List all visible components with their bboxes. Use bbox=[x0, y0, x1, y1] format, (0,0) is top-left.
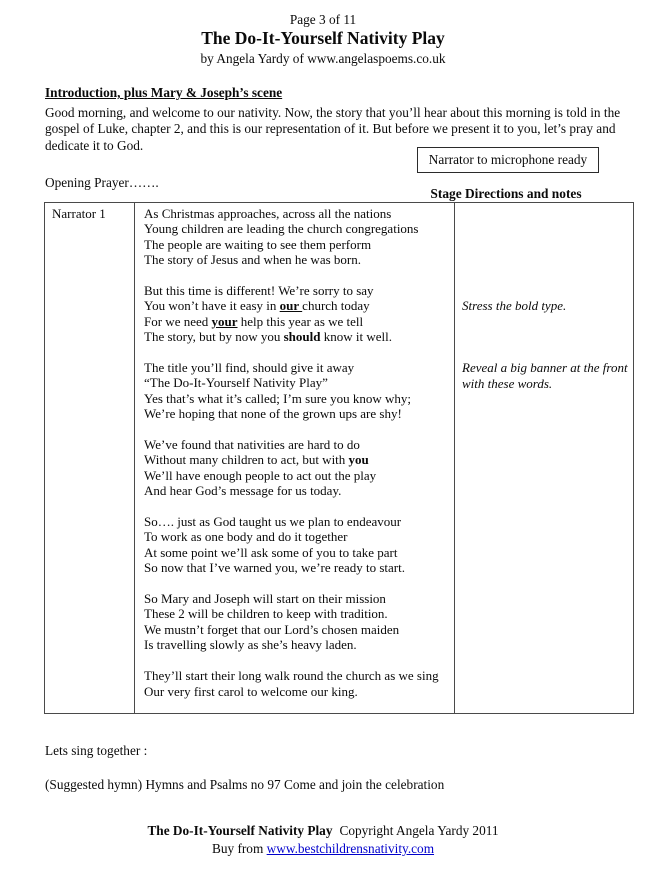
verse-line: Is travelling slowly as she’s heavy laden. bbox=[144, 637, 357, 653]
verse-spacer bbox=[144, 268, 450, 283]
verse-line: The story of Jesus and when he was born. bbox=[144, 252, 361, 268]
verse-line: At some point we’ll ask some of you to take part bbox=[144, 544, 398, 560]
verse-line: You won’t have it easy in our church today bbox=[144, 298, 370, 314]
verse-cell bbox=[135, 203, 455, 714]
verse-line: For we need your help this year as we tell bbox=[144, 313, 364, 329]
notes-cell bbox=[455, 203, 634, 714]
verse-line: And hear God’s message for us today. bbox=[144, 483, 342, 499]
verse-line: So now that I’ve warned you, we’re ready to start. bbox=[144, 560, 405, 576]
verse-spacer bbox=[144, 345, 450, 360]
verse-line: The people are waiting to see them perform bbox=[144, 236, 372, 252]
verse-line: So…. just as God taught us we plan to endeavour bbox=[144, 514, 402, 530]
opening-prayer: Opening Prayer……. bbox=[45, 175, 159, 190]
verse-line: Young children are leading the church congregations bbox=[144, 221, 419, 237]
document-title: The Do-It-Yourself Nativity Play bbox=[201, 28, 445, 48]
suggested-hymn-text: (Suggested hymn) Hymns and Psalms no 97 Come and join the celebration bbox=[45, 777, 445, 792]
footer-title: The Do-It-Yourself Nativity Play bbox=[147, 823, 333, 838]
verse-line: We’re hoping that none of the grown ups are shy! bbox=[144, 406, 402, 422]
verse-line: The title you’ll find, should give it away bbox=[144, 360, 355, 376]
verse-line: We mustn’t forget that our Lord’s chosen maiden bbox=[144, 621, 400, 637]
intro-paragraph: Good morning, and welcome to our nativity. Now, the story that you’ll hear about this morning is told in the gospel of Luke, chapter 2, and this is our representation of it. But before we present it to you, let’s pray and dedicate it to God. bbox=[45, 105, 621, 153]
callout-box bbox=[417, 147, 599, 173]
verse-line: But this time is different! We’re sorry to say bbox=[144, 283, 374, 299]
verse-spacer bbox=[144, 576, 450, 591]
stage-directions-header: Stage Directions and notes bbox=[430, 186, 582, 201]
verse-line: We’ll have enough people to act out the play bbox=[144, 467, 377, 483]
footer-buy-line bbox=[0, 841, 646, 857]
verse-spacer bbox=[144, 653, 450, 668]
script-table bbox=[44, 202, 634, 714]
buy-link[interactable]: www.bestchildrensnativity.com bbox=[266, 841, 435, 856]
verse-line: Without many children to act, but with you bbox=[144, 452, 369, 468]
verse-line: These 2 will be children to keep with tradition. bbox=[144, 606, 388, 622]
verse-line: The story, but by now you should know it well. bbox=[144, 329, 392, 345]
byline: by Angela Yardy of www.angelaspoems.co.uk bbox=[200, 51, 446, 66]
script-row bbox=[45, 203, 634, 714]
footer-buy-prefix: Buy from bbox=[211, 841, 264, 856]
verse-spacer bbox=[144, 499, 450, 514]
footer-title-line bbox=[0, 823, 646, 839]
stage-note: Reveal a big banner at the front with these words. bbox=[462, 360, 628, 391]
verse-line: As Christmas approaches, across all the nations bbox=[144, 206, 392, 221]
verse-line: They’ll start their long walk round the church as we sing bbox=[144, 668, 439, 684]
speaker-cell: Narrator 1 bbox=[45, 203, 135, 714]
verse-line: So Mary and Joseph will start on their mission bbox=[144, 591, 386, 607]
sing-together-text: Lets sing together : bbox=[45, 743, 148, 758]
verse-line: “The Do-It-Yourself Nativity Play” bbox=[144, 375, 328, 391]
verse-line: To work as one body and do it together bbox=[144, 529, 348, 545]
footer-copyright: Copyright Angela Yardy 2011 bbox=[339, 823, 499, 838]
verse-spacer bbox=[144, 422, 450, 437]
verse-line: Our very first carol to welcome our king. bbox=[144, 683, 358, 699]
verse-line: Yes that’s what it’s called; I’m sure you know why; bbox=[144, 390, 411, 406]
verse-line: We’ve found that nativities are hard to do bbox=[144, 437, 360, 453]
callout-text: Narrator to microphone ready bbox=[428, 152, 588, 167]
page-number: Page 3 of 11 bbox=[289, 12, 357, 27]
section-heading: Introduction, plus Mary & Joseph’s scene bbox=[45, 85, 283, 100]
stage-note: Stress the bold type. bbox=[462, 298, 567, 314]
